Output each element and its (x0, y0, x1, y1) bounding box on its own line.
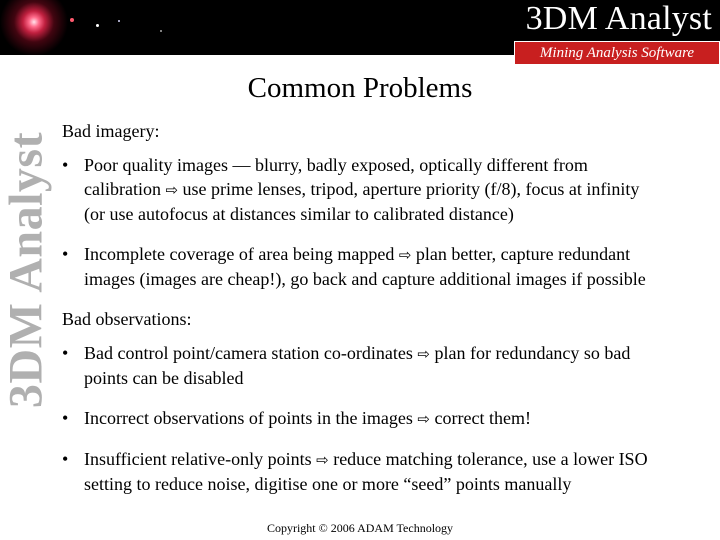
slide-title: Common Problems (247, 72, 473, 104)
bullet-text: plan better, capture redundant images (images are cheap!), go back and capture additional images if possible (84, 244, 646, 289)
arrow-icon: ⇨ (165, 181, 179, 199)
slide-body (62, 119, 662, 496)
brand-title: 3DM Analyst (525, 0, 712, 37)
side-logo-text: 3DM Analyst (0, 131, 53, 409)
bullet-item (62, 242, 662, 291)
arrow-icon: ⇨ (316, 451, 329, 469)
bullet-dot: • (62, 244, 69, 264)
arrow-icon: ⇨ (417, 410, 430, 428)
bullet-dot: • (62, 343, 69, 363)
bullet-dot: • (62, 155, 69, 175)
arrow-icon: ⇨ (398, 246, 412, 264)
copyright-footer: Copyright © 2006 ADAM Technology (266, 521, 454, 535)
bullet-text: reduce matching tolerance, use a lower ISO setting to reduce noise, digitise one or more “seed” points manually (84, 449, 648, 494)
bullet-item (62, 406, 662, 431)
bullet-text: Insufficient relative-only points (84, 449, 317, 469)
bullet-text: Poor quality images — blurry, badly exposed, optically different from calibration (84, 155, 588, 199)
star-graphic (96, 24, 99, 27)
side-logo (0, 70, 52, 470)
header-banner (0, 0, 720, 61)
brand-subtitle: Mining Analysis Software (514, 41, 720, 65)
section-heading-bad-observations: Bad observations: (62, 309, 192, 329)
star-graphic (118, 20, 120, 22)
bullet-text: Incorrect observations of points in the images (84, 408, 418, 428)
bullet-text: correct them! (430, 408, 531, 428)
arrow-icon: ⇨ (417, 345, 430, 363)
bullet-item (62, 447, 662, 496)
nebula-graphic (0, 0, 200, 55)
bullet-item (62, 341, 662, 390)
bullet-dot: • (62, 449, 69, 469)
star-graphic (160, 30, 162, 32)
bullet-text: use prime lenses, tripod, aperture priority (f/8), focus at infinity (or use autofocus at distances similar to calibrated distance) (84, 179, 640, 224)
bullet-item (62, 153, 662, 226)
bullet-text: Bad control point/camera station co-ordinates (84, 343, 418, 363)
star-graphic (70, 18, 74, 22)
bullet-text: plan for redundancy so bad points can be disabled (84, 343, 631, 388)
bullet-text: Incomplete coverage of area being mapped (84, 244, 399, 264)
bullet-dot: • (62, 408, 69, 428)
section-heading-bad-imagery: Bad imagery: (62, 121, 160, 141)
